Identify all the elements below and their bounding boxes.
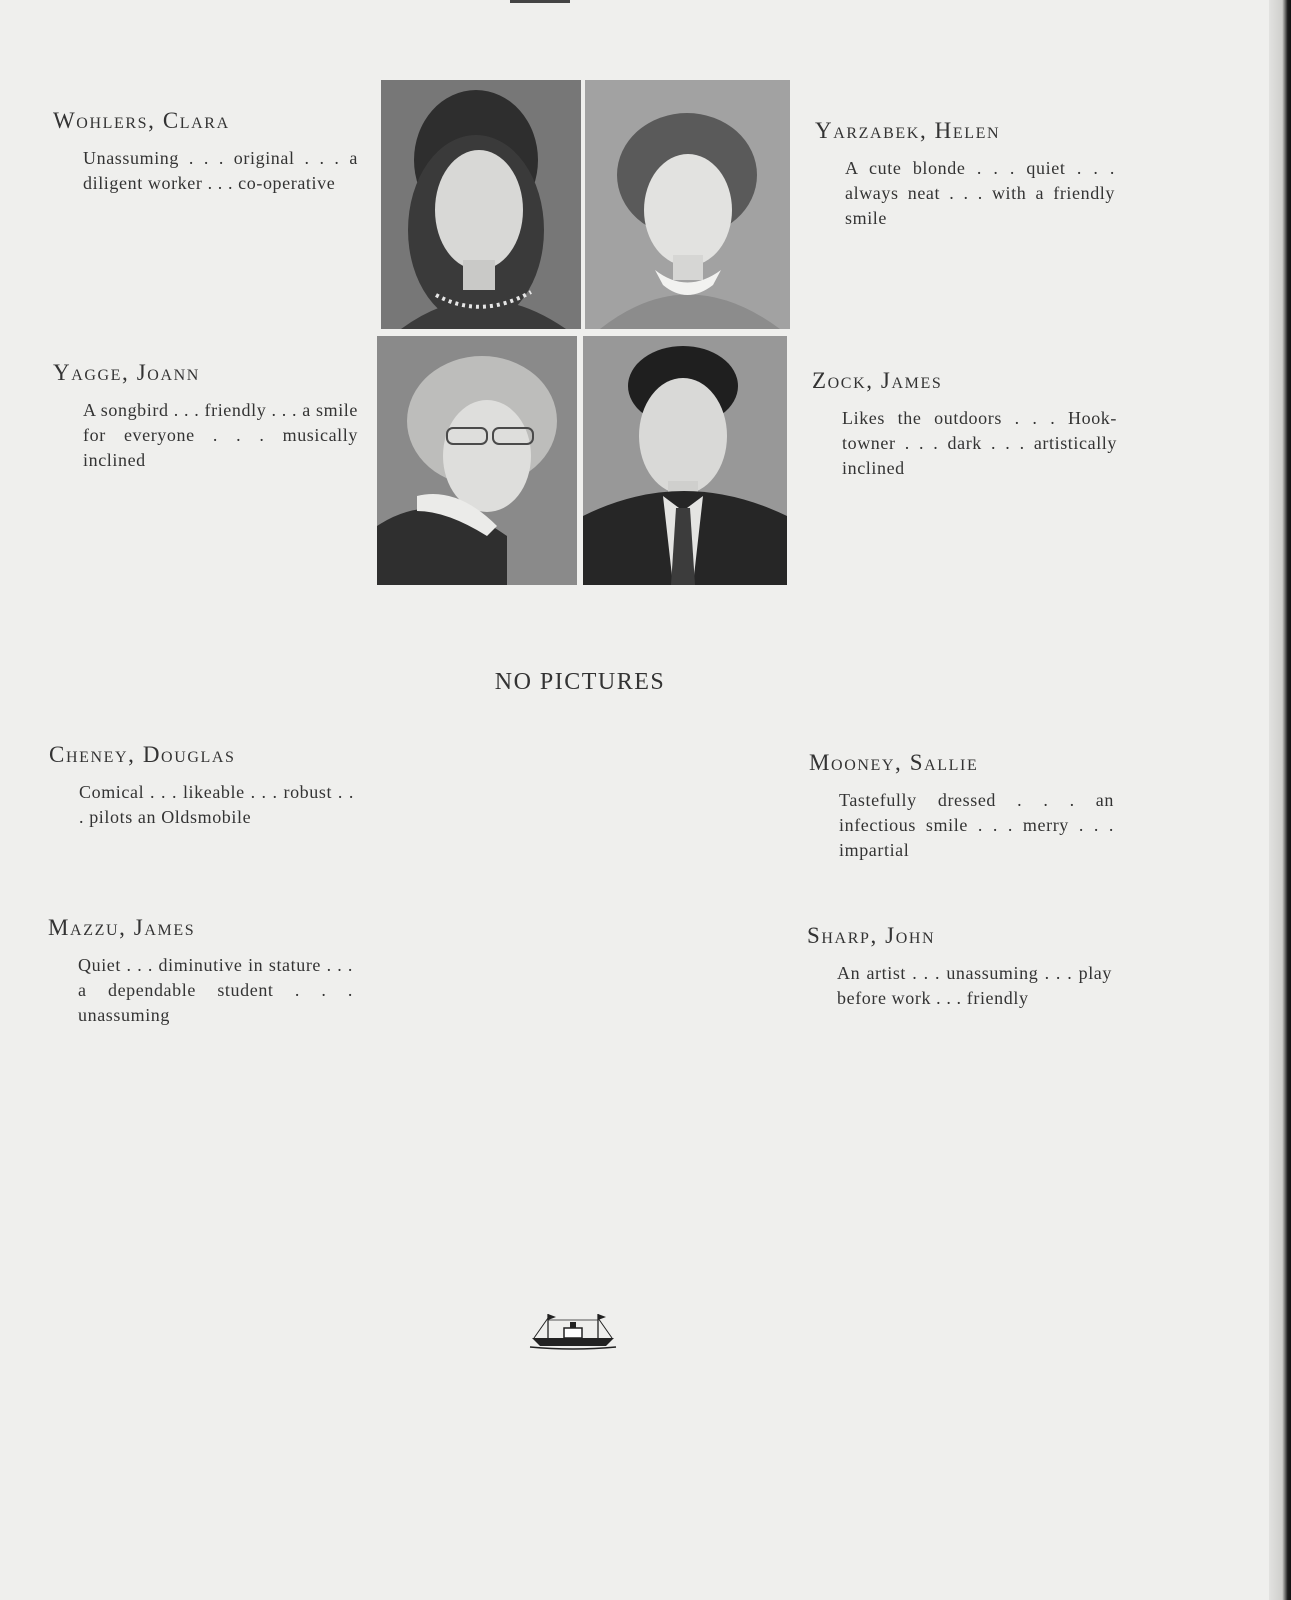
- student-name: Mazzu, James: [48, 915, 196, 940]
- top-edge-mark: [510, 0, 570, 3]
- student-name: Wohlers, Clara: [53, 108, 230, 133]
- entry-yarzabek-helen: [815, 118, 1115, 231]
- ship-icon: [528, 1308, 618, 1350]
- no-pictures-heading: NO PICTURES: [494, 669, 666, 695]
- student-description: Unassuming . . . original . . . a diligent worker . . . co-operative: [83, 148, 358, 193]
- page-edge: [1269, 0, 1291, 1600]
- entry-mazzu-james: [48, 915, 353, 1028]
- entry-yagge-joann: [53, 360, 358, 473]
- student-description: Quiet . . . diminutive in stature . . . a dependable student . . . unassuming: [78, 955, 353, 1025]
- entry-cheney-douglas: [49, 742, 354, 830]
- portrait-photo-zock: [583, 336, 787, 585]
- portrait-photo-wohlers: [381, 80, 581, 329]
- student-description: A cute blonde . . . quiet . . . always neat . . . with a friendly smile: [845, 158, 1115, 228]
- entry-mooney-sallie: [809, 750, 1114, 863]
- portrait-photo-yarzabek: [585, 80, 790, 329]
- student-name: Yarzabek, Helen: [815, 118, 1001, 143]
- student-name: Mooney, Sallie: [809, 750, 979, 775]
- student-name: Yagge, Joann: [53, 360, 200, 385]
- student-name: Cheney, Douglas: [49, 742, 236, 767]
- student-description: Comical . . . likeable . . . robust . . . pilots an Oldsmobile: [79, 782, 354, 827]
- portrait-photo-yagge: [377, 336, 577, 585]
- student-name: Sharp, John: [807, 923, 936, 948]
- entry-wohlers-clara: [53, 108, 358, 196]
- entry-sharp-john: [807, 923, 1112, 1011]
- student-description: A songbird . . . friendly . . . a smile for everyone . . . musically inclined: [83, 400, 358, 470]
- student-description: Tastefully dressed . . . an infectious smile . . . merry . . . impartial: [839, 790, 1114, 860]
- student-description: Likes the outdoors . . . Hook-towner . . . dark . . . artistically inclined: [842, 408, 1117, 478]
- student-description: An artist . . . unassuming . . . play before work . . . friendly: [837, 963, 1112, 1008]
- student-name: Zock, James: [812, 368, 943, 393]
- entry-zock-james: [812, 368, 1117, 481]
